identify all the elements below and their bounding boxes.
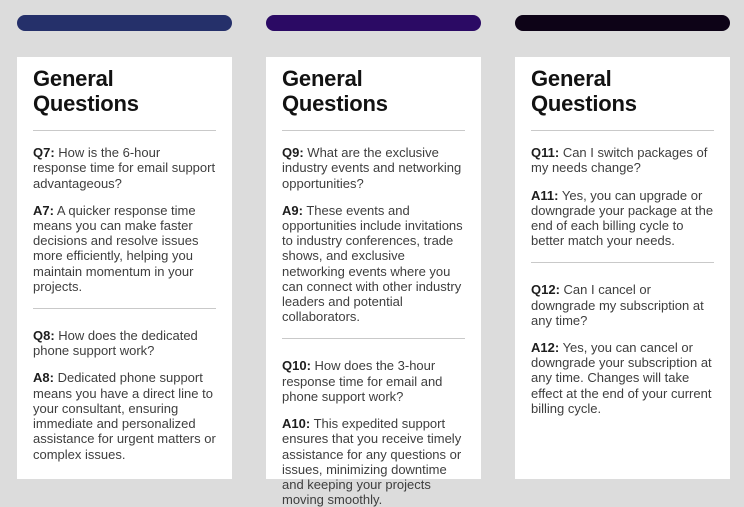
answer-label: A10:: [282, 416, 311, 432]
card-title: General Questions: [531, 66, 637, 116]
accent-bar: [515, 15, 730, 31]
section-divider: [531, 262, 714, 263]
answer-item: [282, 416, 465, 507]
question-label: Q12:: [531, 282, 560, 298]
answer-text: A quicker response time means you can make faster decisions and resolve issues more efficiently, helping you maintain momentum in your projects.: [33, 202, 199, 294]
answer-text: Yes, you can cancel or downgrade your subscription at any time. Changes will take effect at the end of your current billing cycle.: [531, 340, 712, 416]
qa-section: [282, 145, 465, 324]
answer-label: A8:: [33, 370, 54, 386]
question-item: [33, 145, 216, 191]
question-text: How does the 3-hour response time for email and phone support work?: [282, 358, 443, 404]
question-item: [531, 145, 714, 175]
answer-label: A11:: [531, 187, 559, 203]
answer-item: [531, 340, 714, 416]
answer-item: [33, 370, 216, 461]
answer-item: [282, 203, 465, 325]
card-title: General Questions: [33, 66, 139, 116]
accent-bar: [17, 15, 232, 31]
question-label: Q10:: [282, 358, 311, 374]
title-divider: [33, 130, 216, 131]
qa-section: [33, 145, 216, 294]
answer-label: A12:: [531, 340, 560, 356]
answer-label: A7:: [33, 202, 54, 218]
title-divider: [531, 130, 714, 131]
answer-text: This expedited support ensures that you receive timely assistance for any questions or issues, minimizing downtime and keeping your projects moving smoothly.: [282, 416, 462, 507]
card-title: General Questions: [282, 66, 388, 116]
question-text: How does the dedicated phone support work?: [33, 328, 198, 359]
section-divider: [33, 308, 216, 309]
answer-text: These events and opportunities include invitations to industry conferences, trade shows, and exclusive networking events where you can connect with other industry leaders and potential collaborators.: [282, 202, 463, 325]
qa-section: [282, 358, 465, 507]
faq-column-2: [266, 15, 481, 507]
qa-section: [531, 282, 714, 416]
question-label: Q8:: [33, 328, 55, 344]
section-divider: [282, 338, 465, 339]
question-text: Can I cancel or downgrade my subscription at any time?: [531, 282, 704, 328]
faq-column-1: [17, 15, 232, 479]
accent-bar: [266, 15, 481, 31]
faq-column-3: [515, 15, 730, 479]
qa-section: [33, 328, 216, 462]
question-item: [282, 358, 465, 404]
faq-card: [515, 57, 730, 479]
question-item: [531, 282, 714, 328]
question-item: [282, 145, 465, 191]
question-item: [33, 328, 216, 358]
answer-text: Yes, you can upgrade or downgrade your package at the end of each billing cycle to better match your needs.: [531, 187, 714, 249]
question-text: What are the exclusive industry events and networking opportunities?: [282, 145, 462, 191]
answer-text: Dedicated phone support means you have a direct line to your consultant, ensuring immediate and personalized assistance for urgent matters or complex issues.: [33, 370, 216, 462]
question-text: How is the 6-hour response time for email support advantageous?: [33, 145, 216, 191]
question-label: Q9:: [282, 145, 304, 161]
title-divider: [282, 130, 465, 131]
answer-item: [531, 188, 714, 249]
question-label: Q7:: [33, 145, 55, 161]
faq-card: [266, 57, 481, 507]
question-label: Q11:: [531, 145, 560, 161]
answer-item: [33, 203, 216, 294]
answer-label: A9:: [282, 202, 303, 218]
faq-card: [17, 57, 232, 479]
question-text: Can I switch packages of my needs change?: [531, 145, 708, 176]
qa-section: [531, 145, 714, 248]
